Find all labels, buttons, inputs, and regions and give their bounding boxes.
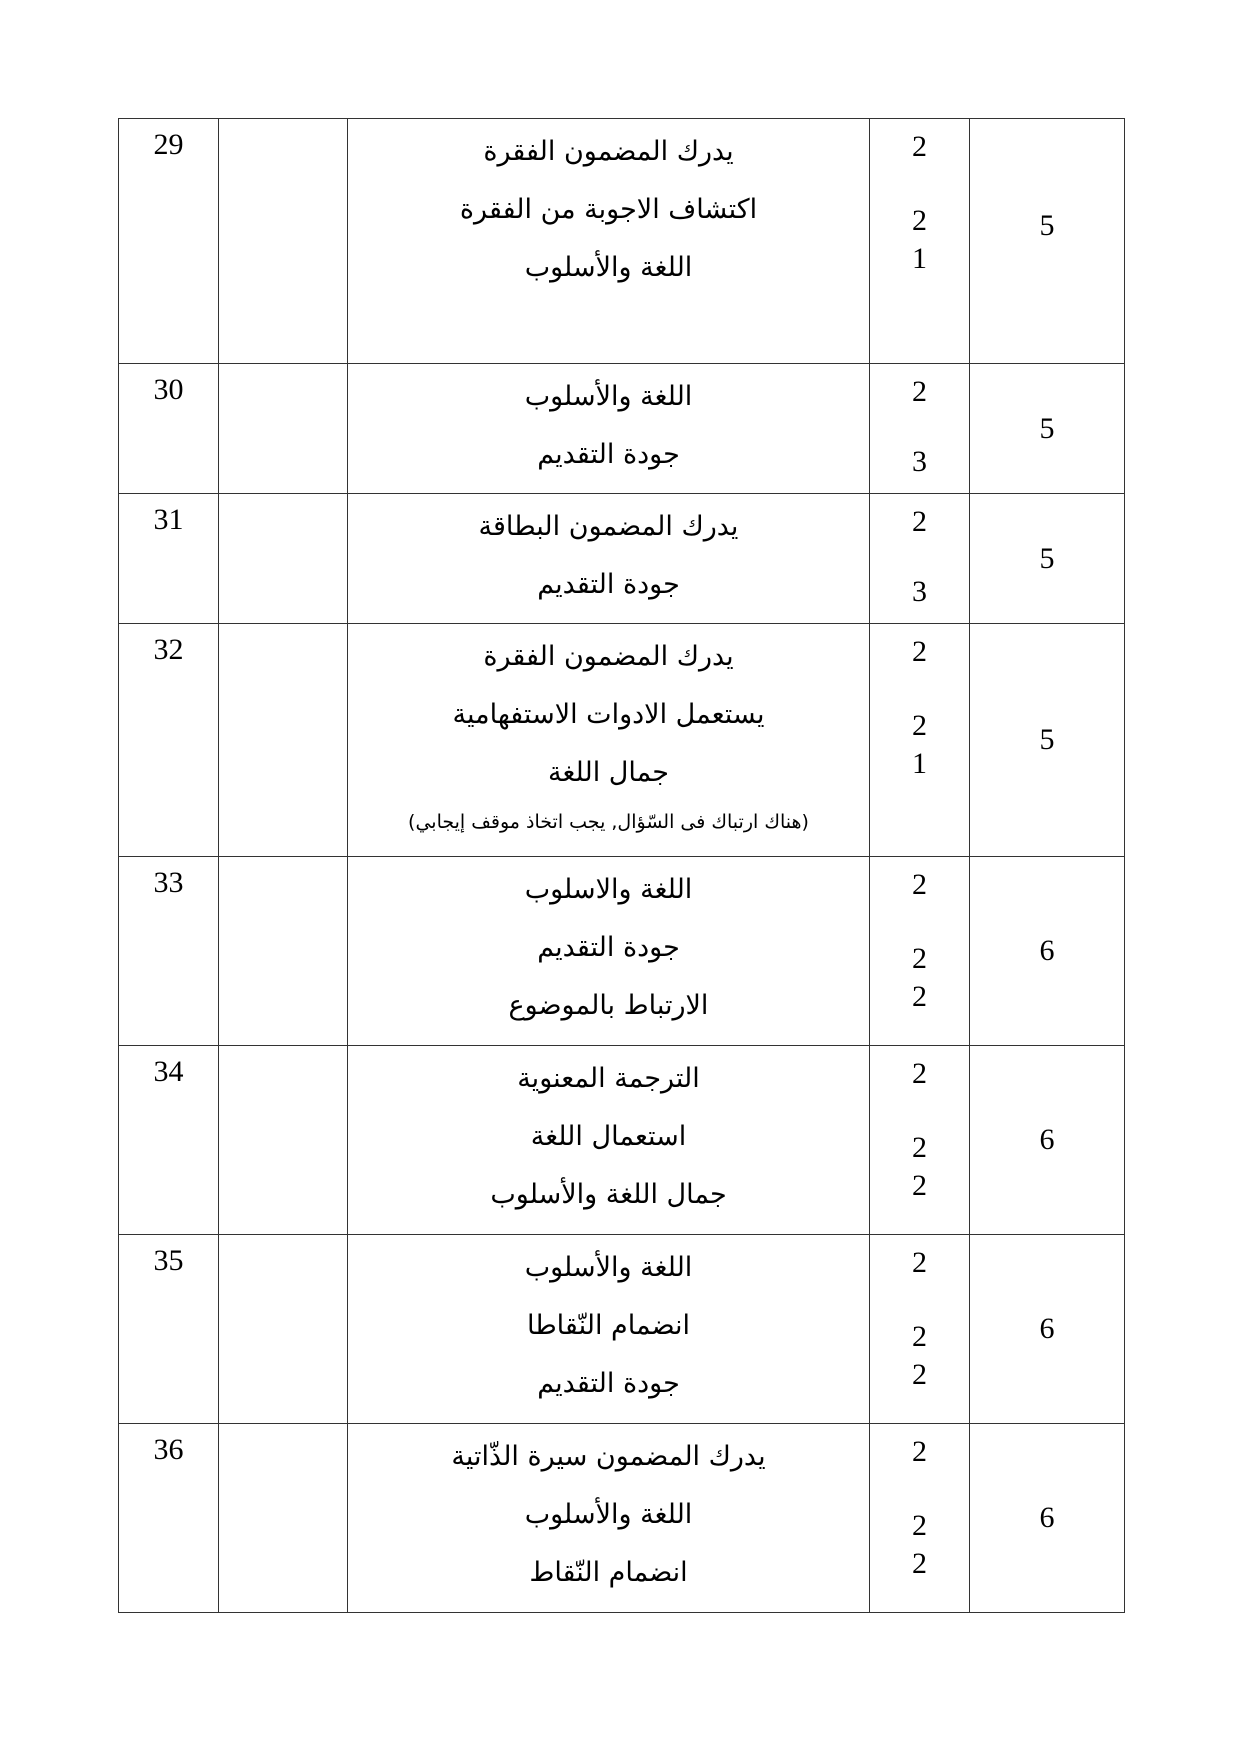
point-value: 2 bbox=[912, 1057, 927, 1090]
criteria-cell bbox=[348, 1046, 870, 1235]
point-value: 2 bbox=[912, 204, 927, 237]
total-cell bbox=[970, 119, 1125, 364]
question-number-cell bbox=[119, 119, 219, 364]
point-value: 2 bbox=[912, 1435, 927, 1468]
criteria-cell bbox=[348, 857, 870, 1046]
point-value: 2 bbox=[912, 505, 927, 538]
point-value: 3 bbox=[912, 575, 927, 608]
points-cell bbox=[870, 857, 970, 1046]
total-value: 6 bbox=[1039, 1501, 1055, 1534]
question-number-cell bbox=[119, 1046, 219, 1235]
points-cell bbox=[870, 1235, 970, 1424]
criterion: جودة التقديم bbox=[537, 1368, 680, 1399]
criterion: جودة التقديم bbox=[537, 569, 680, 600]
criterion: انضمام النّقاطا bbox=[526, 1310, 691, 1341]
criterion: اكتشاف الاجوبة من الفقرة bbox=[459, 194, 758, 225]
point-value: 2 bbox=[912, 942, 927, 975]
question-number-cell bbox=[119, 1424, 219, 1613]
criterion: انضمام النّقاط bbox=[529, 1557, 688, 1588]
rubric-table bbox=[118, 118, 1125, 1613]
blank-cell bbox=[219, 1046, 348, 1235]
table-row bbox=[119, 857, 1125, 1046]
table-row bbox=[119, 494, 1125, 624]
criterion: اللغة والأسلوب bbox=[524, 252, 693, 283]
criterion: اللغة والاسلوب bbox=[524, 874, 693, 905]
criterion: يدرك المضمون البطاقة bbox=[478, 511, 739, 542]
table-row bbox=[119, 1424, 1125, 1613]
point-value: 2 bbox=[912, 1320, 927, 1353]
question-number: 33 bbox=[153, 866, 184, 899]
criterion: اللغة والأسلوب bbox=[524, 381, 693, 412]
question-number-cell bbox=[119, 624, 219, 857]
criterion: الترجمة المعنوية bbox=[517, 1063, 700, 1094]
point-value: 2 bbox=[912, 709, 927, 742]
question-number: 34 bbox=[153, 1055, 184, 1088]
blank-cell bbox=[219, 1235, 348, 1424]
point-value: 2 bbox=[912, 1169, 927, 1202]
criterion-note: (هناك ارتباك فى السّؤال, يجب اتخاذ موقف إيجابي) bbox=[408, 811, 809, 833]
question-number: 30 bbox=[153, 373, 184, 406]
question-number-cell bbox=[119, 1235, 219, 1424]
point-value: 2 bbox=[912, 1246, 927, 1279]
blank-cell bbox=[219, 857, 348, 1046]
point-value: 2 bbox=[912, 1358, 927, 1391]
total-value: 5 bbox=[1039, 723, 1055, 756]
point-value: 2 bbox=[912, 1131, 927, 1164]
criterion: يدرك المضمون الفقرة bbox=[483, 136, 734, 167]
criterion: اللغة والأسلوب bbox=[524, 1499, 693, 1530]
criterion: يستعمل الادوات الاستفهامية bbox=[452, 699, 765, 730]
criterion: اللغة والأسلوب bbox=[524, 1252, 693, 1283]
blank-cell bbox=[219, 1424, 348, 1613]
question-number: 32 bbox=[153, 633, 184, 666]
point-value: 2 bbox=[912, 868, 927, 901]
criterion: الارتباط بالموضوع bbox=[508, 990, 709, 1021]
criteria-cell bbox=[348, 494, 870, 624]
question-number: 31 bbox=[153, 503, 184, 536]
points-cell bbox=[870, 1424, 970, 1613]
criterion: يدرك المضمون الفقرة bbox=[483, 641, 734, 672]
criteria-cell bbox=[348, 1424, 870, 1613]
question-number-cell bbox=[119, 857, 219, 1046]
criterion: جودة التقديم bbox=[537, 932, 680, 963]
total-value: 6 bbox=[1039, 1123, 1055, 1156]
criterion: جمال اللغة bbox=[548, 757, 669, 788]
blank-cell bbox=[219, 624, 348, 857]
blank-cell bbox=[219, 364, 348, 494]
point-value: 1 bbox=[912, 747, 927, 780]
point-value: 2 bbox=[912, 980, 927, 1013]
total-value: 5 bbox=[1039, 209, 1055, 242]
blank-cell bbox=[219, 119, 348, 364]
total-cell bbox=[970, 1235, 1125, 1424]
table-row bbox=[119, 1046, 1125, 1235]
total-cell bbox=[970, 1046, 1125, 1235]
question-number: 29 bbox=[153, 128, 184, 161]
total-value: 6 bbox=[1039, 934, 1055, 967]
question-number-cell bbox=[119, 494, 219, 624]
table-row bbox=[119, 119, 1125, 364]
point-value: 2 bbox=[912, 1547, 927, 1580]
criteria-cell bbox=[348, 364, 870, 494]
total-value: 5 bbox=[1039, 541, 1055, 575]
points-cell bbox=[870, 119, 970, 364]
criteria-cell bbox=[348, 119, 870, 364]
table-row bbox=[119, 1235, 1125, 1424]
total-value: 5 bbox=[1039, 411, 1055, 445]
total-cell bbox=[970, 857, 1125, 1046]
question-number: 36 bbox=[153, 1433, 184, 1466]
question-number-cell bbox=[119, 364, 219, 494]
criterion: جودة التقديم bbox=[537, 439, 680, 470]
points-cell bbox=[870, 1046, 970, 1235]
criterion: يدرك المضمون سيرة الذّاتية bbox=[451, 1441, 766, 1472]
total-cell bbox=[970, 494, 1125, 624]
question-number: 35 bbox=[153, 1244, 184, 1277]
blank-cell bbox=[219, 494, 348, 624]
table-row bbox=[119, 624, 1125, 857]
table-row bbox=[119, 364, 1125, 494]
criteria-cell bbox=[348, 624, 870, 857]
points-cell bbox=[870, 494, 970, 624]
total-value: 6 bbox=[1039, 1312, 1055, 1345]
point-value: 1 bbox=[912, 242, 927, 275]
points-cell bbox=[870, 364, 970, 494]
point-value: 3 bbox=[912, 445, 927, 478]
total-cell bbox=[970, 364, 1125, 494]
criteria-cell bbox=[348, 1235, 870, 1424]
point-value: 2 bbox=[912, 1509, 927, 1542]
criterion: استعمال اللغة bbox=[530, 1121, 687, 1152]
points-cell bbox=[870, 624, 970, 857]
point-value: 2 bbox=[912, 130, 927, 163]
point-value: 2 bbox=[912, 635, 927, 668]
total-cell bbox=[970, 1424, 1125, 1613]
point-value: 2 bbox=[912, 375, 927, 408]
total-cell bbox=[970, 624, 1125, 857]
criterion: جمال اللغة والأسلوب bbox=[490, 1179, 727, 1210]
